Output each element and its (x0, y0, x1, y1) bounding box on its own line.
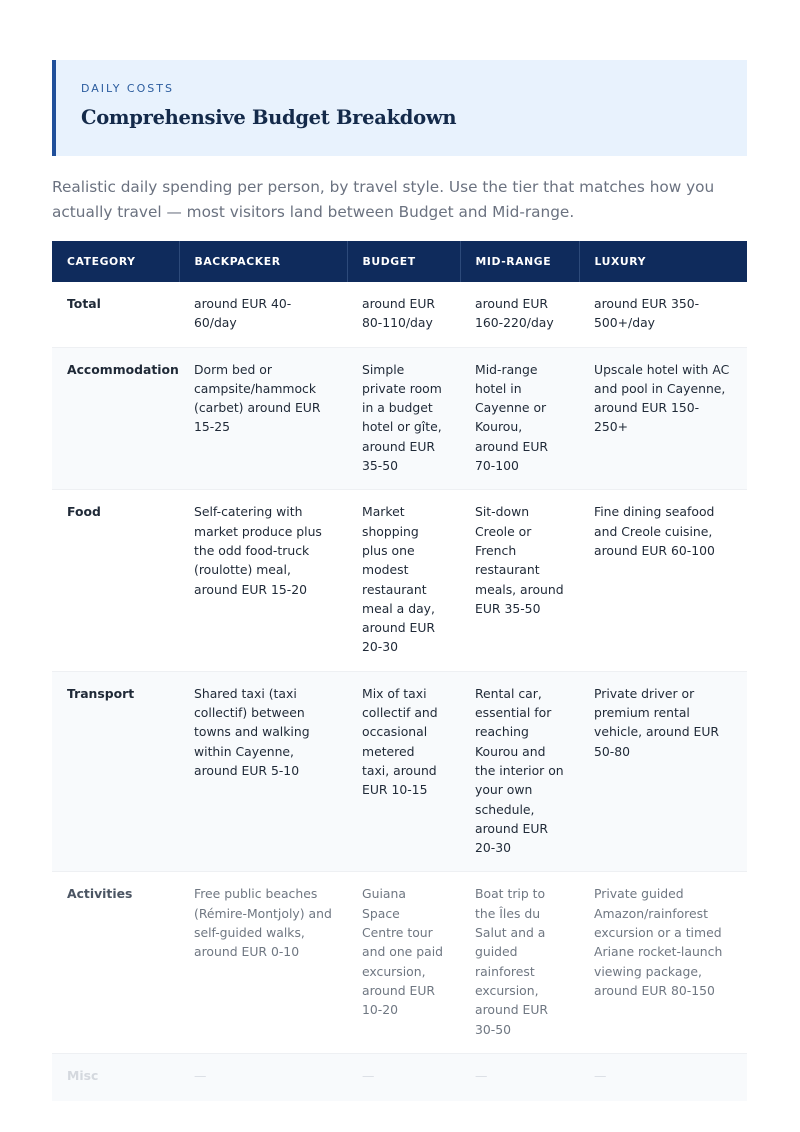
midrange-cell: Mid-range hotel in Cayenne or Kourou, around EUR 70-100 (475, 361, 549, 474)
luxury-cell: Private guided Amazon/rainforest excursion or a timed Ariane rocket-launch viewing package, around EUR 80-150 (594, 886, 723, 998)
luxury-cell: Private driver or premium rental vehicle, around EUR 50-80 (594, 685, 720, 759)
luxury-cell: Fine dining seafood and Creole cuisine, around EUR 60-100 (594, 504, 715, 558)
page-title: Comprehensive Budget Breakdown (81, 106, 457, 129)
table-row-transport (52, 671, 747, 872)
budget-cell: — (362, 1067, 375, 1083)
midrange-cell: Sit-down Creole or French restaurant meals, around EUR 35-50 (475, 504, 564, 616)
backpacker-cell: Self-catering with market produce plus the odd food-truck (roulotte) meal, around EUR 15-20 (194, 504, 322, 597)
budget-cell: around EUR 80-110/day (362, 296, 436, 331)
table-row-accommodation (52, 347, 747, 490)
column-header-luxury: LUXURY (579, 241, 747, 282)
category-cell: Total (67, 296, 101, 311)
category-cell: Transport (67, 685, 135, 701)
column-header-budget: BUDGET (347, 241, 460, 282)
backpacker-cell: Shared taxi (taxi collectif) between towns and walking within Cayenne, around EUR 5-10 (194, 685, 310, 778)
midrange-cell: Boat trip to the Îles du Salut and a guided rainforest excursion, around EUR 30-50 (475, 886, 549, 1037)
intro-paragraph: Realistic daily spending per person, by travel style. Use the tier that matches how you actually travel — most visitors land between Budget and Mid-range. (52, 178, 715, 221)
budget-cell: Simple private room in a budget hotel or gîte, around EUR 35-50 (362, 361, 442, 474)
backpacker-cell: Dorm bed or campsite/hammock (carbet) around EUR 15-25 (194, 361, 321, 435)
budget-cell: Guiana Space Centre tour and one paid excursion, around EUR 10-20 (362, 886, 444, 1018)
midrange-cell: — (475, 1067, 488, 1083)
column-header-category: CATEGORY (52, 241, 179, 282)
backpacker-cell: — (194, 1067, 207, 1083)
luxury-cell: around EUR 350-500+/day (594, 296, 700, 331)
table-row-activities (52, 872, 747, 1053)
category-cell: Activities (67, 886, 133, 902)
category-cell: Accommodation (67, 361, 179, 377)
budget-cell: Mix of taxi collectif and occasional metered taxi, around EUR 10-15 (362, 685, 438, 798)
budget-table (52, 241, 747, 1101)
column-header-backpacker: BACKPACKER (179, 241, 347, 282)
backpacker-cell: Free public beaches (Rémire-Montjoly) and self-guided walks, around EUR 0-10 (194, 886, 332, 960)
table-row-food (52, 490, 747, 671)
midrange-cell: Rental car, essential for reaching Kourou and the interior on your own schedule, around EUR 20-30 (475, 685, 564, 856)
category-cell: Misc (67, 1067, 99, 1083)
section-header (52, 60, 747, 156)
table-row-total (52, 282, 747, 347)
table-row-misc (52, 1053, 747, 1101)
luxury-cell: — (594, 1067, 607, 1083)
table-header (52, 241, 747, 282)
luxury-cell: Upscale hotel with AC and pool in Cayenne, around EUR 150-250+ (594, 361, 730, 435)
midrange-cell: around EUR 160-220/day (475, 296, 554, 331)
column-header-midrange: MID-RANGE (460, 241, 579, 282)
budget-cell: Market shopping plus one modest restaurant meal a day, around EUR 20-30 (362, 504, 436, 655)
backpacker-cell: around EUR 40-60/day (194, 296, 292, 331)
section-eyebrow: DAILY COSTS (81, 82, 174, 95)
category-cell: Food (67, 504, 101, 520)
